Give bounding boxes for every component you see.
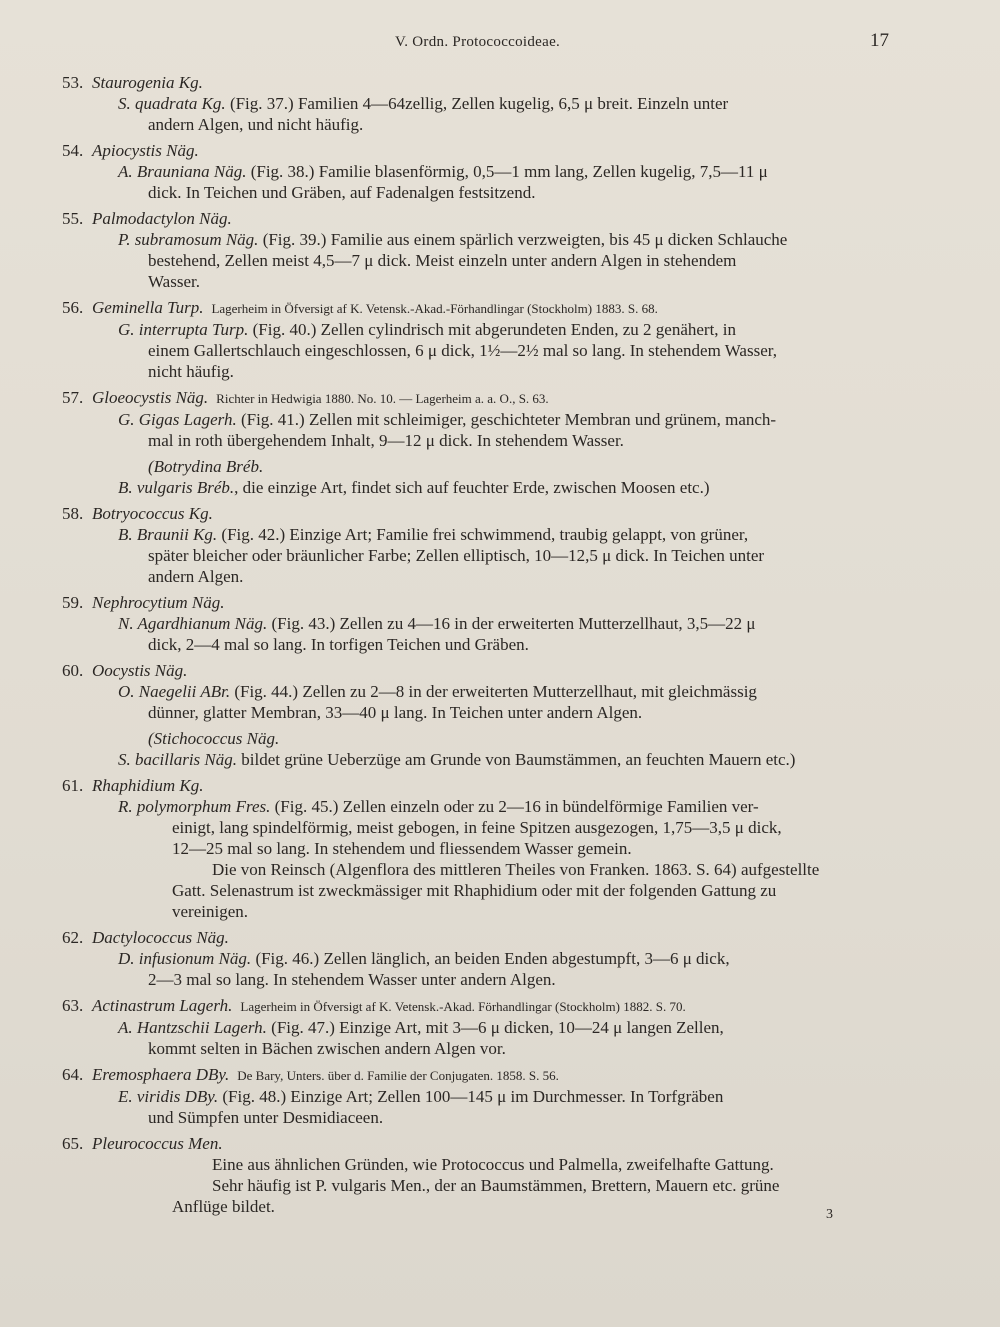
genus-heading: Oocystis Näg. [92,661,188,680]
continuation-line: später bleicher oder bräunlicher Farbe; Zellen elliptisch, 10—12,5 μ dick. In Teichen unter [148,546,765,565]
literature-reference: Richter in Hedwigia 1880. No. 10. — Lagerheim a. a. O., S. 63. [216,391,549,406]
species-text: (Fig. 39.) Familie aus einem spärlich verzweigten, bis 45 μ dicken Schlauche [262,230,788,249]
entry-64 [0,1064,1000,1128]
entry-number: 62. [62,928,84,947]
genus-heading: Botryococcus Kg. [92,504,213,523]
species-name: S. bacillaris Näg. [118,750,238,769]
species-name: N. Agardhianum Näg. [118,614,268,633]
species-name: P. subramosum Näg. [118,230,259,249]
continuation-line: Wasser. [148,272,200,291]
genus-heading: Eremosphaera DBy. [92,1065,230,1084]
entry-55 [0,208,1000,292]
genus-heading: (Stichococcus Näg. [148,729,280,748]
page-header [0,30,1000,54]
species-text: (Fig. 40.) Zellen cylindrisch mit abgerundeten Enden, zu 2 genähert, in [252,320,737,339]
entry-57 [0,387,1000,451]
entry-60 [0,660,1000,723]
species-name: B. vulgaris Bréb. [118,478,235,497]
entry-number: 57. [62,388,84,407]
entry-58 [0,503,1000,587]
continuation-line: dünner, glatter Membran, 33—40 μ lang. In Teichen unter andern Algen. [148,703,643,722]
genus-heading: Apiocystis Näg. [92,141,199,160]
species-text: (Fig. 41.) Zellen mit schleimiger, geschichteter Membran und grünem, manch- [240,410,777,429]
species-name: A. Brauniana Näg. [118,162,247,181]
literature-reference: Lagerheim in Öfversigt af K. Vetensk.-Akad.-Förhandlingar (Stockholm) 1883. S. 68. [211,301,658,316]
genus-heading: Dactylococcus Näg. [92,928,229,947]
signature-mark: 3 [826,1207,833,1222]
entry-number: 55. [62,209,84,228]
species-text: (Fig. 44.) Zellen zu 2—8 in der erweiterten Mutterzellhaut, mit gleichmässig [234,682,757,701]
species-text: (Fig. 43.) Zellen zu 4—16 in der erweiterten Mutterzellhaut, 3,5—22 μ [271,614,756,633]
genus-heading: Nephrocytium Näg. [92,593,225,612]
literature-reference: De Bary, Unters. über d. Familie der Conjugaten. 1858. S. 56. [237,1068,559,1083]
species-name: D. infusionum Näg. [118,949,252,968]
genus-heading: Palmodactylon Näg. [92,209,232,228]
continuation-line: einem Gallertschlauch eingeschlossen, 6 μ dick, 1½—2½ mal so lang. In stehendem Wasser, [148,341,777,360]
literature-reference: Lagerheim in Öfversigt af K. Vetensk.-Akad. Förhandlingar (Stockholm) 1882. S. 70. [240,999,686,1014]
species-name: R. polymorphum Fres. [118,797,271,816]
continuation-line: andern Algen. [148,567,244,586]
entry-number: 61. [62,776,84,795]
entry-stichococcus [0,728,1000,770]
entry-62 [0,927,1000,990]
genus-heading: Geminella Turp. [92,298,204,317]
species-name: B. Braunii Kg. [118,525,218,544]
entry-number: 63. [62,996,84,1015]
entry-number: 60. [62,661,84,680]
page-number: 17 [870,30,889,51]
entries-block-3 [0,927,1000,1128]
species-text: (Fig. 42.) Einzige Art; Familie frei schwimmend, traubig gelappt, von grüner, [221,525,749,544]
entry-65 [0,1133,1000,1217]
entry-53 [0,72,1000,135]
entry-63 [0,995,1000,1059]
note-line: Gatt. Selenastrum ist zweckmässiger mit Rhaphidium oder mit der folgenden Gattung zu [172,881,777,900]
entry-number: 56. [62,298,84,317]
entry-botrydina [0,456,1000,498]
entries-block-1 [0,72,1000,451]
species-text: (Fig. 48.) Einzige Art; Zellen 100—145 μ im Durchmesser. In Torfgräben [222,1087,724,1106]
entry-54 [0,140,1000,203]
species-text: bildet grüne Ueberzüge am Grunde von Baumstämmen, an feuchten Mauern etc.) [241,750,796,769]
genus-heading: Rhaphidium Kg. [92,776,204,795]
entry-number: 65. [62,1134,84,1153]
genus-heading: Gloeocystis Näg. [92,388,209,407]
species-name: S. quadrata Kg. [118,94,226,113]
continuation-line: einigt, lang spindelförmig, meist gebogen, in feine Spitzen ausgezogen, 1,75—3,5 μ dick, [172,818,782,837]
continuation-line: andern Algen, und nicht häufig. [148,115,364,134]
species-text: (Fig. 46.) Zellen länglich, an beiden Enden abgestumpft, 3—6 μ dick, [255,949,730,968]
continuation-line: und Sümpfen unter Desmidiaceen. [148,1108,384,1127]
entries-block-2 [0,503,1000,723]
continuation-line: 2—3 mal so lang. In stehendem Wasser unter andern Algen. [148,970,556,989]
species-text: , die einzige Art, findet sich auf feuchter Erde, zwischen Moosen etc.) [234,478,710,497]
species-text: (Fig. 45.) Zellen einzeln oder zu 2—16 in bündelförmige Familien ver- [274,797,759,816]
genus-heading: Actinastrum Lagerh. [92,996,233,1015]
species-name: A. Hantzschii Lagerh. [118,1018,267,1037]
running-head: V. Ordn. Protococcoideae. [395,34,561,50]
species-text: (Fig. 38.) Familie blasenförmig, 0,5—1 mm lang, Zellen kugelig, 7,5—11 μ [250,162,768,181]
continuation-line: dick, 2—4 mal so lang. In torfigen Teichen und Gräben. [148,635,529,654]
species-name: G. Gigas Lagerh. [118,410,237,429]
species-text: (Fig. 47.) Einzige Art, mit 3—6 μ dicken, 10—24 μ langen Zellen, [271,1018,724,1037]
entry-number: 64. [62,1065,84,1084]
entry-number: 54. [62,141,84,160]
species-name: E. viridis DBy. [118,1087,219,1106]
entries-list [0,72,1000,1222]
continuation-line: mal in roth übergehendem Inhalt, 9—12 μ dick. In stehendem Wasser. [148,431,624,450]
continuation-line: bestehend, Zellen meist 4,5—7 μ dick. Meist einzeln unter andern Algen in stehendem [148,251,737,270]
genus-heading: Pleurococcus Men. [92,1134,223,1153]
species-name: O. Naegelii ABr. [118,682,231,701]
note-line: Die von Reinsch (Algenflora des mittleren Theiles von Franken. 1863. S. 64) aufgestellte [212,860,820,879]
species-name: G. interrupta Turp. [118,320,249,339]
text-line: Anflüge bildet. [172,1197,275,1216]
continuation-line: 12—25 mal so lang. In stehendem und fliessendem Wasser gemein. [172,839,632,858]
entry-59 [0,592,1000,655]
entry-61 [0,775,1000,922]
text-line: Eine aus ähnlichen Gründen, wie Protococcus und Palmella, zweifelhafte Gattung. [212,1155,774,1174]
species-text: (Fig. 37.) Familien 4—64zellig, Zellen kugelig, 6,5 μ breit. Einzeln unter [229,94,729,113]
entry-number: 59. [62,593,84,612]
continuation-line: kommt selten in Bächen zwischen andern Algen vor. [148,1039,506,1058]
text-line: Sehr häufig ist P. vulgaris Men., der an Baumstämmen, Brettern, Mauern etc. grüne [212,1176,780,1195]
continuation-line: dick. In Teichen und Gräben, auf Fadenalgen festsitzend. [148,183,536,202]
entry-56 [0,297,1000,382]
continuation-line: nicht häufig. [148,362,234,381]
genus-heading: (Botrydina Bréb. [148,457,264,476]
note-line: vereinigen. [172,902,248,921]
genus-heading: Staurogenia Kg. [92,73,203,92]
entry-number: 53. [62,73,84,92]
entry-number: 58. [62,504,84,523]
